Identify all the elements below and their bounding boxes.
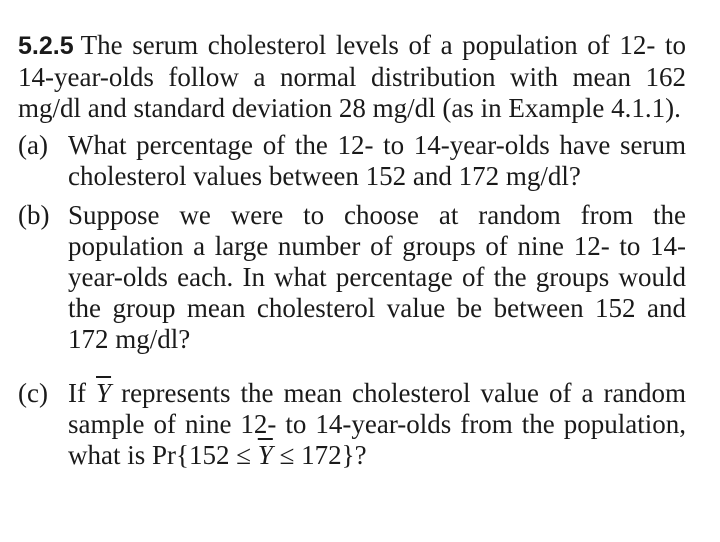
part-a — [18, 130, 686, 192]
part-a-label: (a) — [18, 130, 48, 160]
part-c-label: (c) — [18, 378, 48, 408]
problem-intro-text: The serum cholesterol levels of a population of 12- to 14-year-olds follow a normal distribution with mean 162 mg/dl and standard deviation 28 mg/dl (as in Example 4.1.1). — [18, 30, 686, 123]
textbook-problem — [18, 30, 686, 471]
part-b-text: Suppose we were to choose at random from the population a large number of groups of nine 12- to 14-year-olds each. In what percentage of the groups would the group mean cholesterol value be between 152 and 172 mg/dl? — [68, 200, 686, 354]
part-a-text: What percentage of the 12- to 14-year-olds have serum cholesterol values between 152 and 172 mg/dl? — [68, 130, 686, 191]
part-b — [18, 200, 686, 355]
y-bar-symbol: $\overline{Y}$ — [96, 378, 112, 408]
problem-statement — [18, 30, 686, 124]
part-b-label: (b) — [18, 200, 50, 230]
part-c — [18, 378, 686, 471]
part-c-text-start: If — [68, 378, 86, 408]
part-c-text-middle: represents the mean cholesterol value of a random sample of nine 12- to 14-year-olds from the population, what is Pr{152 ≤ — [68, 378, 687, 470]
part-c-text-end: ≤ 172}? — [279, 440, 367, 470]
y-bar-symbol-inline: $\overline{Y}$ — [257, 440, 273, 470]
problem-number: 5.2.5 — [18, 32, 74, 60]
